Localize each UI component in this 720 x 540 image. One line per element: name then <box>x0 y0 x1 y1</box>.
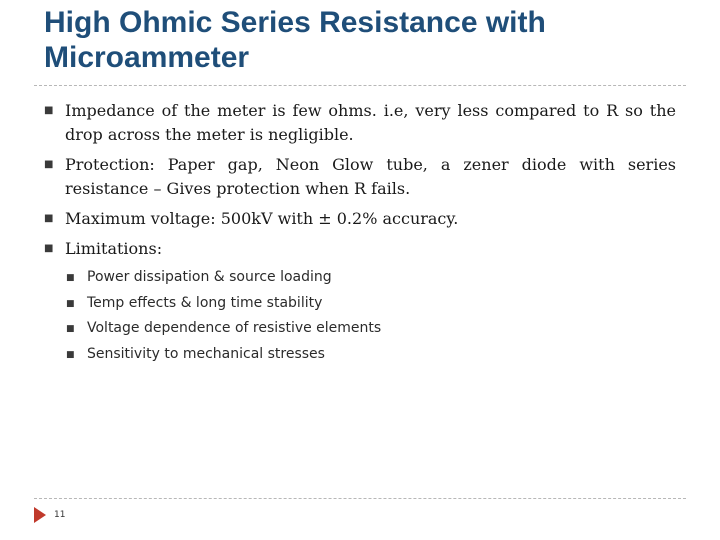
bullet-text: Protection: Paper gap, Neon Glow tube, a zener diode with series resistance – Gives protection when R fails. <box>65 155 676 198</box>
square-bullet-icon: ■ <box>44 105 54 116</box>
sub-bullet-text: Power dissipation & source loading <box>87 269 332 285</box>
bullet-item <box>44 207 676 231</box>
top-divider <box>34 85 686 86</box>
square-bullet-icon: ■ <box>66 324 75 334</box>
sub-bullet-item <box>66 316 626 342</box>
square-bullet-icon: ■ <box>44 159 54 170</box>
arrow-right-icon <box>34 507 46 523</box>
sub-bullet-text: Voltage dependence of resistive elements <box>87 320 382 336</box>
sub-bullet-item <box>66 342 626 368</box>
bullet-text: Impedance of the meter is few ohms. i.e, very less compared to R so the drop across the meter is negligible. <box>65 101 676 144</box>
sub-bullet-list <box>66 265 626 367</box>
sub-bullet-item <box>66 265 626 291</box>
bullet-text: Limitations: <box>65 239 163 258</box>
bullet-list <box>44 99 676 267</box>
square-bullet-icon: ■ <box>66 298 75 309</box>
sub-bullet-text: Sensitivity to mechanical stresses <box>87 345 325 362</box>
page-number: 11 <box>54 510 66 520</box>
bullet-item <box>44 99 676 147</box>
square-bullet-icon: ■ <box>44 243 54 254</box>
sub-bullet-text: Temp effects & long time stability <box>87 294 323 311</box>
bullet-text: Maximum voltage: 500kV with ± 0.2% accuracy. <box>65 209 459 228</box>
square-bullet-icon: ■ <box>66 349 75 360</box>
bullet-item <box>44 153 676 201</box>
square-bullet-icon: ■ <box>66 273 75 283</box>
bullet-item <box>44 237 676 261</box>
sub-bullet-item <box>66 291 626 317</box>
slide-title: High Ohmic Series Resistance with Microammeter <box>44 6 546 74</box>
bottom-divider <box>34 498 686 499</box>
square-bullet-icon: ■ <box>44 213 54 224</box>
